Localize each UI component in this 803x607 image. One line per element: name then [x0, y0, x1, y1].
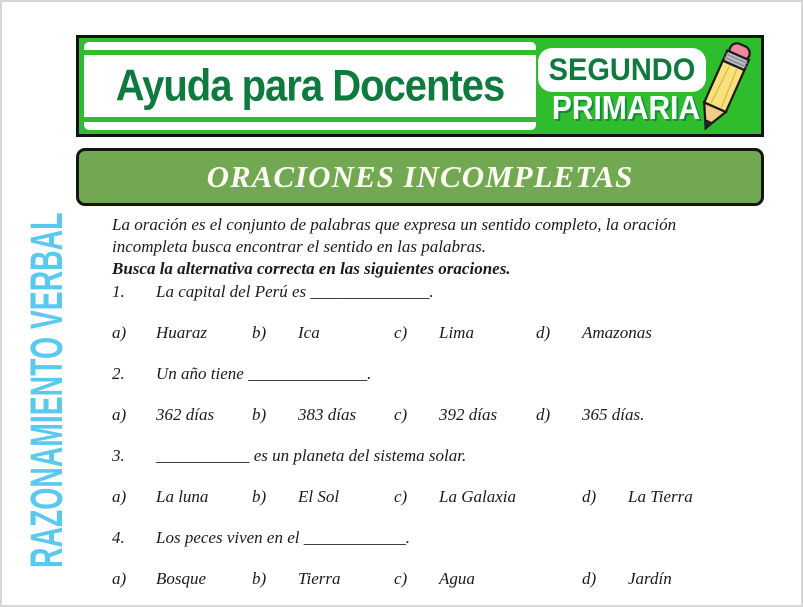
option-text: El Sol: [298, 487, 340, 506]
option-letter: a): [112, 405, 127, 424]
question-3-options: [112, 486, 752, 508]
option-text: La Galaxia: [439, 487, 516, 506]
grade-level-box: [538, 48, 706, 92]
option-letter: c): [394, 569, 408, 588]
option-letter: d): [582, 487, 597, 506]
directive-line: Busca la alternativa correcta en las siguientes oraciones.: [112, 259, 511, 278]
option-text: Huaraz: [156, 323, 208, 342]
question-3: [112, 445, 752, 467]
question-text: Un año tiene ______________.: [156, 364, 372, 383]
option-text: La Tierra: [628, 487, 693, 506]
question-number: 1.: [112, 282, 125, 301]
side-label-text: RAZONAMIENTO VERBAL: [21, 212, 72, 568]
question-number: 3.: [112, 446, 125, 465]
option-letter: b): [252, 487, 267, 506]
option-letter: d): [536, 405, 551, 424]
option-text: Lima: [439, 323, 474, 342]
option-letter: d): [582, 569, 597, 588]
option-text: La luna: [156, 487, 209, 506]
option-letter: c): [394, 323, 408, 342]
option-letter: a): [112, 569, 127, 588]
grade-level-bottom: PRIMARIA: [551, 90, 701, 127]
question-4-options: [112, 568, 752, 590]
option-letter: c): [394, 487, 408, 506]
option-letter: b): [252, 405, 267, 424]
option-text: 365 días.: [582, 405, 645, 424]
option-letter: c): [394, 405, 408, 424]
question-text: ___________ es un planeta del sistema solar.: [156, 446, 467, 465]
questions-section: [112, 281, 752, 590]
question-text: La capital del Perú es ______________.: [156, 282, 434, 301]
option-letter: a): [112, 323, 127, 342]
question-1-options: [112, 322, 752, 344]
option-letter: b): [252, 323, 267, 342]
page-title: ORACIONES INCOMPLETAS: [206, 159, 634, 194]
brand-box: [84, 42, 536, 130]
question-1: [112, 281, 752, 303]
option-text: Tierra: [298, 569, 341, 588]
question-2-options: [112, 404, 752, 426]
option-text: Ica: [298, 323, 320, 342]
option-text: Amazonas: [582, 323, 652, 342]
option-text: Bosque: [156, 569, 207, 588]
question-4: [112, 527, 752, 549]
option-text: Agua: [439, 569, 475, 588]
brand-title: Ayuda para Docentes: [115, 60, 505, 111]
option-text: 392 días: [439, 405, 498, 424]
header-banner: [76, 35, 764, 137]
intro-paragraph: La oración es el conjunto de palabras que expresa un sentido completo, la oración incompleta busca encontrar el sentido en las palabras.: [112, 215, 677, 256]
grade-level-top: SEGUNDO: [548, 51, 696, 88]
option-letter: a): [112, 487, 127, 506]
question-number: 4.: [112, 528, 125, 547]
side-label-vertical: [21, 212, 74, 568]
question-text: Los peces viven en el ____________.: [156, 528, 410, 547]
worksheet-content: [112, 214, 752, 607]
question-2: [112, 363, 752, 385]
page-title-bar: [76, 148, 764, 206]
question-number: 2.: [112, 364, 125, 383]
option-text: Jardín: [628, 569, 672, 588]
option-text: 383 días: [298, 405, 357, 424]
option-text: 362 días: [156, 405, 215, 424]
option-letter: d): [536, 323, 551, 342]
option-letter: b): [252, 569, 267, 588]
